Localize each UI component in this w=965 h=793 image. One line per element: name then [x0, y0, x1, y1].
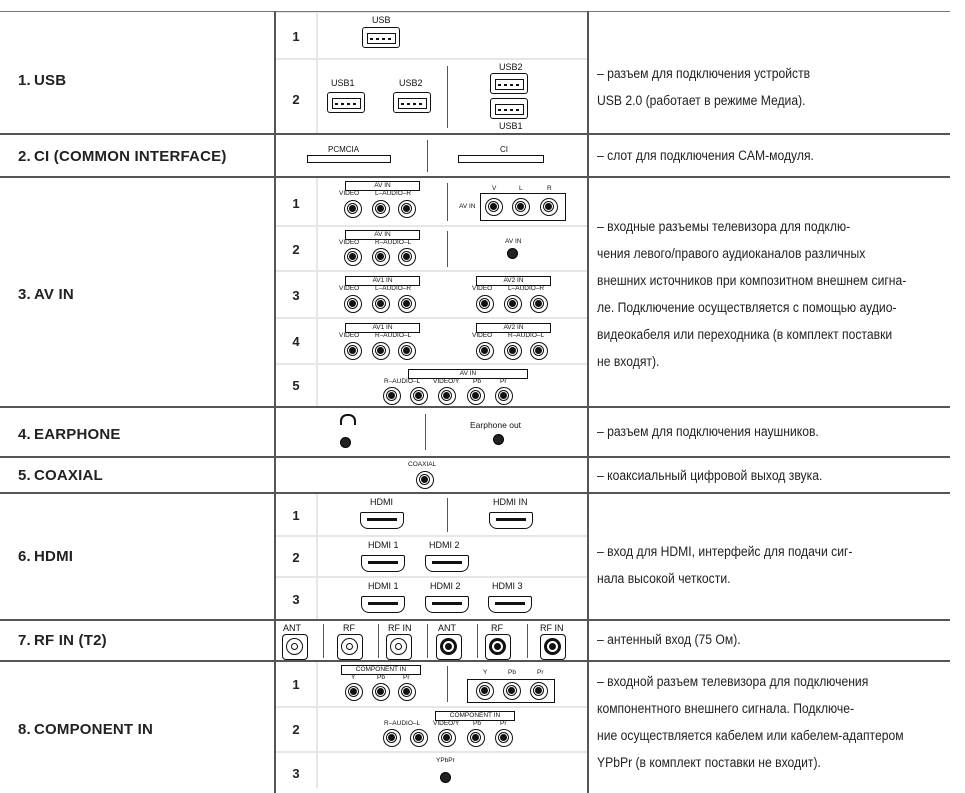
av1-in-box: AV1 IN — [345, 276, 420, 286]
desc-line: компонентного внешнего сигнала. Подключе- — [597, 701, 855, 716]
desc-line: чения левого/правого аудиоканалов различных — [597, 246, 866, 261]
sub-number: 2 — [292, 92, 300, 107]
usb-port-icon — [490, 73, 528, 94]
hdmi-port-icon — [361, 596, 405, 613]
row-description — [597, 668, 965, 776]
row-number: 3. — [18, 285, 31, 303]
coaxial-jack-icon — [416, 471, 434, 489]
audio-rca-jack-icon — [372, 200, 390, 218]
earphone-jack-icon — [340, 437, 351, 448]
headphones-icon — [340, 414, 356, 425]
desc-line: – входные разъемы телевизора для подклю- — [597, 219, 851, 234]
desc-line: YPbPr (в комплект поставки не входит). — [597, 755, 821, 770]
audio-rca-jack-icon — [372, 248, 390, 266]
pcmcia-slot-icon — [307, 155, 391, 163]
panel-divider — [527, 624, 528, 658]
video-label: VIDEO — [339, 332, 360, 339]
pr-rca-jack-icon — [495, 729, 513, 747]
pr-label: Pr — [500, 378, 507, 385]
pb-label: Pb — [473, 720, 481, 727]
desc-line: не входят). — [597, 354, 660, 369]
desc-line: нала высокой четкости. — [597, 571, 731, 586]
pr-label: Pr — [403, 674, 410, 681]
hdmi-port-icon — [488, 596, 532, 613]
connector-core — [395, 643, 402, 650]
av-in-jack-icon — [507, 248, 518, 259]
ant-label: ANT — [283, 623, 301, 633]
audio-rca-jack-icon — [398, 248, 416, 266]
row-label — [18, 136, 227, 176]
desc-line: – входной разъем телевизора для подключения — [597, 674, 869, 689]
video-rca-jack-icon — [438, 387, 456, 405]
sub-number: 1 — [292, 508, 300, 523]
desc-line: – коаксиальный цифровой выход звука. — [597, 468, 823, 483]
panel-divider — [378, 624, 379, 658]
hdmi-port-icon — [360, 512, 404, 529]
pb-label: Pb — [473, 378, 481, 385]
sub-number: 4 — [292, 334, 300, 349]
row-number: 7. — [18, 631, 31, 649]
ant-connector-icon — [282, 634, 308, 660]
ci-slot-icon — [458, 155, 544, 163]
audio-rca-jack-icon — [372, 342, 390, 360]
av-in-label: AV IN — [505, 238, 522, 245]
panel-divider — [427, 140, 428, 172]
desc-line: USB 2.0 (работает в режиме Медиа). — [597, 93, 806, 108]
earphone-out-label: Earphone out — [470, 420, 522, 430]
desc-line: – антенный вход (75 Ом). — [597, 632, 741, 647]
row-description — [597, 626, 965, 653]
ant-connector-icon — [436, 634, 462, 660]
hdmi-port-icon — [489, 512, 533, 529]
panel-divider — [425, 414, 426, 450]
sub-number: 2 — [292, 722, 300, 737]
audio-rca-jack-icon — [410, 729, 428, 747]
hdmi1-label: HDMI 1 — [368, 540, 399, 550]
row-title: COMPONENT IN — [34, 720, 154, 738]
panel-divider — [447, 231, 448, 267]
usb-port-icon — [490, 98, 528, 119]
audio-rca-jack-icon — [383, 387, 401, 405]
desc-line: – вход для HDMI, интерфейс для подачи сиг- — [597, 544, 853, 559]
audio-rca-jack-icon — [398, 342, 416, 360]
table-top-line — [0, 11, 950, 12]
panel-divider — [447, 66, 448, 128]
hdmi-panel-cell — [318, 494, 587, 535]
l-audio-r-label: L–AUDIO–R — [375, 285, 412, 292]
hdmi-port-icon — [425, 555, 469, 572]
ypbpr-jack-icon — [440, 772, 451, 783]
coaxial-label: COAXIAL — [408, 461, 437, 468]
audio-rca-jack-icon — [504, 342, 522, 360]
row-description — [597, 213, 965, 375]
y-label: Y — [483, 669, 488, 676]
connector-core — [549, 643, 556, 650]
usb-port-icon — [362, 27, 400, 48]
video-rca-jack-icon — [344, 200, 362, 218]
sub-number: 2 — [292, 550, 300, 565]
row-number: 2. — [18, 147, 31, 165]
hdmi2-label: HDMI 2 — [430, 581, 461, 591]
row-title: RF IN (T2) — [34, 631, 107, 649]
row-label — [18, 456, 103, 494]
video-label: VIDEO — [339, 190, 360, 197]
audio-rca-jack-icon — [398, 295, 416, 313]
pr-rca-jack-icon — [495, 387, 513, 405]
sub-number: 1 — [292, 29, 300, 44]
usb2-label: USB2 — [399, 78, 423, 88]
video-label: VIDEO — [339, 239, 360, 246]
desc-line: – разъем для подключения устройств — [597, 66, 811, 81]
l-label: L — [519, 185, 523, 192]
hdmi-in-label: HDMI IN — [493, 497, 528, 507]
usb-panel-cell — [318, 13, 587, 58]
hdmi1-label: HDMI 1 — [368, 581, 399, 591]
hdmi2-label: HDMI 2 — [429, 540, 460, 550]
row-title: AV IN — [34, 285, 74, 303]
r-label: R — [547, 185, 552, 192]
hdmi3-label: HDMI 3 — [492, 581, 523, 591]
ypbpr-label: YPbPr — [436, 757, 455, 764]
row-label — [18, 709, 153, 749]
r-audio-l-label: R–AUDIO–L — [375, 239, 412, 246]
video-rca-jack-icon — [476, 295, 494, 313]
earphone-panel-cell — [276, 408, 587, 456]
row-number: 8. — [18, 720, 31, 738]
rf-in-connector-icon — [540, 634, 566, 660]
ci-label: CI — [500, 145, 508, 154]
row-label — [18, 60, 66, 100]
y-rca-jack-icon — [476, 682, 494, 700]
pb-rca-jack-icon — [467, 729, 485, 747]
pb-rca-jack-icon — [372, 683, 390, 701]
av-in-label: AV IN — [459, 203, 476, 210]
audio-rca-jack-icon — [383, 729, 401, 747]
pb-rca-jack-icon — [467, 387, 485, 405]
l-audio-r-label: L–AUDIO–R — [508, 285, 545, 292]
connector-core — [291, 643, 298, 650]
component-in-box: COMPONENT IN — [341, 665, 421, 675]
r-audio-l-label: R–AUDIO–L — [384, 378, 421, 385]
pr-rca-jack-icon — [398, 683, 416, 701]
row-number: 5. — [18, 466, 31, 484]
y-label: Y — [351, 674, 356, 681]
r-audio-l-label: R–AUDIO–L — [384, 720, 421, 727]
av1-in-box: AV1 IN — [345, 323, 420, 333]
rf-connector-icon — [337, 634, 363, 660]
audio-rca-jack-icon — [410, 387, 428, 405]
usb2-label: USB2 — [499, 62, 523, 72]
r-audio-l-label: R–AUDIO–L — [375, 332, 412, 339]
pb-label: Pb — [508, 669, 516, 676]
usb1-label: USB1 — [499, 121, 523, 131]
pb-label: Pb — [377, 674, 385, 681]
sub-number: 3 — [292, 766, 300, 781]
panel-divider — [447, 498, 448, 532]
row-number: 6. — [18, 547, 31, 565]
connector-core — [445, 643, 452, 650]
r-audio-l-label: R–AUDIO–L — [508, 332, 545, 339]
row-title: EARPHONE — [34, 425, 121, 443]
pr-rca-jack-icon — [530, 682, 548, 700]
pcmcia-label: PCMCIA — [328, 145, 360, 154]
y-rca-jack-icon — [345, 683, 363, 701]
video-rca-jack-icon — [476, 342, 494, 360]
audio-rca-jack-icon — [512, 198, 530, 216]
usb-port-icon — [393, 92, 431, 113]
video-rca-jack-icon — [344, 248, 362, 266]
row-number: 4. — [18, 425, 31, 443]
panel-divider — [447, 183, 448, 221]
sub-number: 3 — [292, 592, 300, 607]
usb1-label: USB1 — [331, 78, 355, 88]
usb-label: USB — [372, 15, 391, 25]
av-in-box: AV IN — [345, 181, 420, 191]
rf-in-label: RF IN — [388, 623, 412, 633]
panel-divider — [427, 624, 428, 658]
desc-line: ние осуществляется кабелем или кабелем-адаптером — [597, 728, 904, 743]
desc-line: – разъем для подключения наушников. — [597, 424, 819, 439]
panel-divider — [477, 624, 478, 658]
sub-number: 1 — [292, 196, 300, 211]
usb-port-icon — [327, 92, 365, 113]
desc-line: ле. Подключение осуществляется с помощью аудио- — [597, 300, 897, 315]
earphone-jack-icon — [493, 434, 504, 445]
rf-label: RF — [343, 623, 355, 633]
row-description — [597, 60, 965, 114]
video-label: VIDEO — [339, 285, 360, 292]
row-description — [597, 418, 965, 445]
sub-number: 1 — [292, 677, 300, 692]
pr-label: Pr — [500, 720, 507, 727]
av-in-box: AV IN — [408, 369, 528, 379]
v-label: V — [492, 185, 497, 192]
hdmi-port-icon — [425, 596, 469, 613]
connector-core — [494, 643, 501, 650]
desc-line: – слот для подключения CAM-модуля. — [597, 148, 814, 163]
video-label: VIDEO — [472, 285, 493, 292]
y-rca-jack-icon — [438, 729, 456, 747]
rf-in-connector-icon — [386, 634, 412, 660]
row-label — [18, 274, 74, 314]
row-title: COAXIAL — [34, 466, 103, 484]
hdmi-port-icon — [361, 555, 405, 572]
row-title: CI (COMMON INTERFACE) — [34, 147, 227, 165]
panel-divider — [323, 624, 324, 658]
row-label — [18, 620, 107, 660]
sub-number: 2 — [292, 242, 300, 257]
sub-number: 5 — [292, 378, 300, 393]
audio-rca-jack-icon — [540, 198, 558, 216]
row-description — [597, 142, 965, 169]
col-divider — [587, 11, 589, 793]
video-rca-jack-icon — [344, 295, 362, 313]
video-y-label: VIDEO/Y — [433, 378, 460, 385]
panel-divider — [447, 666, 448, 702]
row-label — [18, 536, 73, 576]
audio-rca-jack-icon — [530, 295, 548, 313]
connector-core — [346, 643, 353, 650]
row-description — [597, 538, 965, 592]
rf-in-label: RF IN — [540, 623, 564, 633]
row-description — [597, 462, 965, 489]
pr-label: Pr — [537, 669, 544, 676]
video-rca-jack-icon — [485, 198, 503, 216]
row-label — [18, 414, 121, 454]
row-title: USB — [34, 71, 67, 89]
l-audio-r-label: L–AUDIO–R — [375, 190, 412, 197]
component-in-box: COMPONENT IN — [435, 711, 515, 721]
audio-rca-jack-icon — [530, 342, 548, 360]
row-title: HDMI — [34, 547, 74, 565]
audio-rca-jack-icon — [504, 295, 522, 313]
video-label: VIDEO — [472, 332, 493, 339]
rf-label: RF — [491, 623, 503, 633]
audio-rca-jack-icon — [372, 295, 390, 313]
row-number: 1. — [18, 71, 31, 89]
audio-rca-jack-icon — [398, 200, 416, 218]
hdmi-label: HDMI — [370, 497, 393, 507]
av2-in-box: AV2 IN — [476, 276, 551, 286]
ant-label: ANT — [438, 623, 456, 633]
desc-line: видеокабеля или переходника (в комплект поставки — [597, 327, 893, 342]
rf-connector-icon — [485, 634, 511, 660]
sub-number: 3 — [292, 288, 300, 303]
av2-in-box: AV2 IN — [476, 323, 551, 333]
video-rca-jack-icon — [344, 342, 362, 360]
desc-line: внешних источников при композитном внешнем сигна- — [597, 273, 907, 288]
pb-rca-jack-icon — [503, 682, 521, 700]
video-y-label: VIDEO/Y — [433, 720, 460, 727]
av-in-box: AV IN — [345, 230, 420, 240]
